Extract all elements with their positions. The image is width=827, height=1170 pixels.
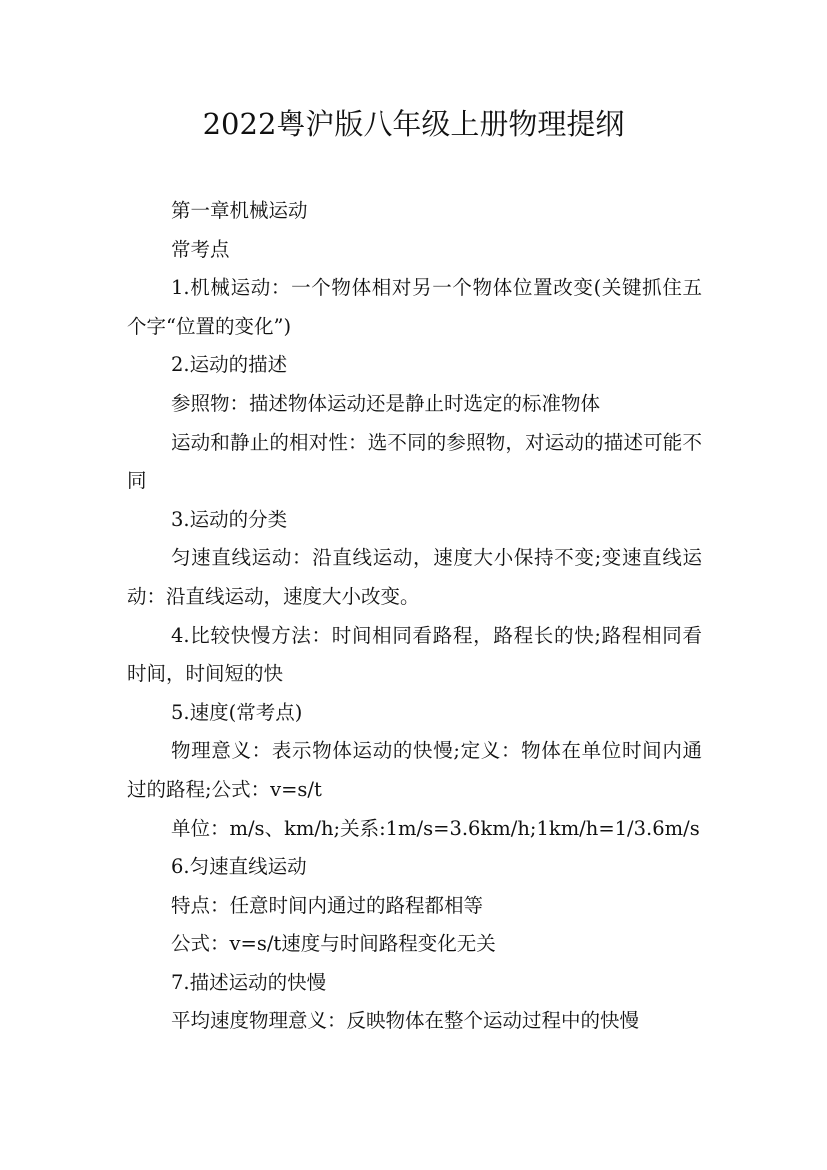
- paragraph: 平均速度物理意义：反映物体在整个运动过程中的快慢: [171, 1009, 640, 1033]
- paragraph: 1.机械运动：一个物体相对另一个物体位置改变(关键抓住五个字“位置的变化”): [127, 276, 702, 338]
- section-heading: 5.速度(常考点): [171, 700, 303, 724]
- paragraph: 4.比较快慢方法：时间相同看路程，路程长的快;路程相同看时间，时间短的快: [127, 623, 702, 686]
- section-heading: 3.运动的分类: [171, 507, 288, 531]
- section-heading: 7.描述运动的快慢: [171, 970, 327, 994]
- paragraph: 公式：v=s/t速度与时间路程变化无关: [171, 932, 496, 956]
- document-body: [127, 192, 702, 1041]
- document-title: 2022粤沪版八年级上册物理提纲: [202, 107, 625, 141]
- chapter-heading: 第一章机械运动: [171, 199, 308, 222]
- section-heading: 6.匀速直线运动: [171, 855, 307, 879]
- paragraph: 运动和静止的相对性：选不同的参照物，对运动的描述可能不同: [127, 430, 702, 493]
- paragraph: 特点：任意时间内通过的路程都相等: [171, 893, 484, 917]
- section-heading: 常考点: [171, 237, 230, 261]
- section-heading: 2.运动的描述: [171, 353, 288, 377]
- paragraph: 匀速直线运动：沿直线运动，速度大小保持不变;变速直线运动：沿直线运动，速度大小改变。: [127, 546, 702, 608]
- paragraph: 参照物：描述物体运动还是静止时选定的标准物体: [171, 391, 601, 415]
- paragraph: 物理意义：表示物体运动的快慢;定义：物体在单位时间内通过的路程;公式：v=s/t: [127, 739, 702, 801]
- paragraph: 单位：m/s、km/h;关系:1m/s=3.6km/h;1km/h=1/3.6m/s: [171, 816, 700, 840]
